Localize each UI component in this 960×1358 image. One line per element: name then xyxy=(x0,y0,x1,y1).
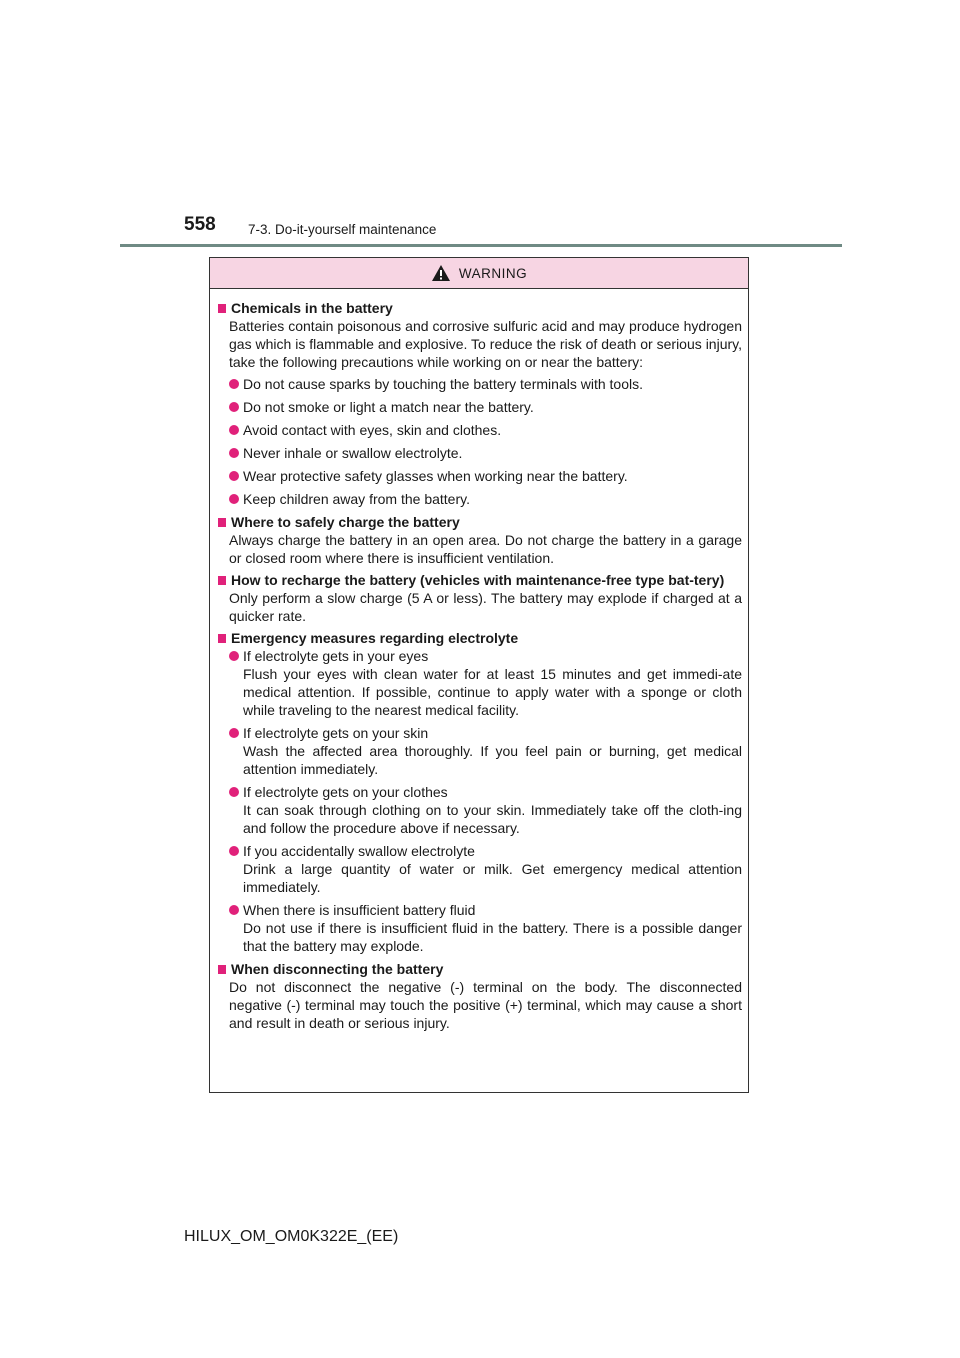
bullet-detail: It can soak through clothing on to your skin. Immediately take off the cloth-ing and follow the procedure above if necessary. xyxy=(243,802,742,836)
page-number: 558 xyxy=(184,214,216,235)
bullet-text: Never inhale or swallow electrolyte. xyxy=(243,445,463,461)
bullet-detail: Flush your eyes with clean water for at least 15 minutes and get immedi-ate medical attention. If possible, continue to apply water with a sponge or cloth while traveling to the nearest medical facility. xyxy=(243,666,742,718)
round-bullet-icon xyxy=(229,787,239,797)
warning-box xyxy=(209,257,749,1093)
round-bullet-icon xyxy=(229,471,239,481)
bullet-item xyxy=(216,842,742,896)
round-bullet-icon xyxy=(229,425,239,435)
square-bullet-icon xyxy=(218,518,226,527)
section-paragraph: Do not disconnect the negative (-) terminal on the body. The disconnected negative (-) terminal may touch the positive (+) terminal, which may cause a short and result in death or serious injury. xyxy=(229,979,742,1031)
bullet-item xyxy=(216,647,742,719)
bullet-content xyxy=(243,647,742,719)
warning-section xyxy=(216,960,742,1032)
bullet-detail: Drink a large quantity of water or milk. Get emergency medical attention immediately. xyxy=(243,861,742,895)
section-heading-text: When disconnecting the battery xyxy=(231,961,444,977)
bullet-text: Keep children away from the battery. xyxy=(243,491,470,507)
document-code: HILUX_OM_OM0K322E_(EE) xyxy=(184,1228,399,1245)
square-bullet-icon xyxy=(218,634,226,643)
warning-triangle-icon xyxy=(431,264,451,282)
bullet-item xyxy=(216,398,742,416)
section-paragraph: Only perform a slow charge (5 A or less). The battery may explode if charged at a quicker rate. xyxy=(229,590,742,624)
bullet-item xyxy=(216,467,742,485)
page-header xyxy=(184,214,844,246)
bullet-text: If you accidentally swallow electrolyte xyxy=(243,843,475,859)
bullet-item xyxy=(216,421,742,439)
bullet-content xyxy=(243,842,742,896)
round-bullet-icon xyxy=(229,651,239,661)
section-heading-text: Where to safely charge the battery xyxy=(231,514,460,530)
bullet-content xyxy=(243,375,742,393)
round-bullet-icon xyxy=(229,402,239,412)
bullet-content xyxy=(243,901,742,955)
section-heading xyxy=(216,571,742,589)
bullet-text: If electrolyte gets on your skin xyxy=(243,725,429,741)
section-heading-text: Chemicals in the battery xyxy=(231,300,393,316)
bullet-text: If electrolyte gets on your clothes xyxy=(243,784,448,800)
square-bullet-icon xyxy=(218,304,226,313)
bullet-text: Avoid contact with eyes, skin and clothes. xyxy=(243,422,502,438)
section-heading-text: Emergency measures regarding electrolyte xyxy=(231,630,519,646)
section-heading-text: How to recharge the battery (vehicles with maintenance-free type bat-tery) xyxy=(231,572,725,588)
bullet-item xyxy=(216,901,742,955)
round-bullet-icon xyxy=(229,379,239,389)
bullet-detail: Do not use if there is insufficient fluid in the battery. There is a possible danger that the battery may explode. xyxy=(243,920,742,954)
section-heading xyxy=(216,513,742,531)
bullet-text: Do not cause sparks by touching the battery terminals with tools. xyxy=(243,376,643,392)
square-bullet-icon xyxy=(218,576,226,585)
bullet-item xyxy=(216,490,742,508)
round-bullet-icon xyxy=(229,905,239,915)
bullet-content xyxy=(243,398,742,416)
header-rule xyxy=(120,244,842,247)
round-bullet-icon xyxy=(229,846,239,856)
bullet-detail: Wash the affected area thoroughly. If you feel pain or burning, get medical attention immediately. xyxy=(243,743,742,777)
warning-section xyxy=(216,299,742,508)
round-bullet-icon xyxy=(229,448,239,458)
bullet-content xyxy=(243,421,742,439)
square-bullet-icon xyxy=(218,965,226,974)
bullet-item xyxy=(216,783,742,837)
section-title: 7-3. Do-it-yourself maintenance xyxy=(248,222,437,237)
round-bullet-icon xyxy=(229,494,239,504)
warning-section xyxy=(216,513,742,567)
warning-body xyxy=(210,289,748,1032)
bullet-text: When there is insufficient battery fluid xyxy=(243,902,476,918)
bullet-text: Wear protective safety glasses when working near the battery. xyxy=(243,468,628,484)
bullet-content xyxy=(243,783,742,837)
warning-header xyxy=(210,258,748,289)
bullet-item xyxy=(216,724,742,778)
warning-label: WARNING xyxy=(458,265,528,281)
section-paragraph: Batteries contain poisonous and corrosive sulfuric acid and may produce hydrogen gas which is flammable and explosive. To reduce the risk of death or serious injury, take the following precautions while working on or near the battery: xyxy=(229,318,742,370)
bullet-content xyxy=(243,490,742,508)
section-heading xyxy=(216,960,742,978)
bullet-item xyxy=(216,444,742,462)
bullet-text: Do not smoke or light a match near the battery. xyxy=(243,399,534,415)
section-paragraph: Always charge the battery in an open area. Do not charge the battery in a garage or closed room where there is insufficient ventilation. xyxy=(229,532,742,566)
bullet-text: If electrolyte gets in your eyes xyxy=(243,648,429,664)
warning-section xyxy=(216,629,742,955)
bullet-content xyxy=(243,467,742,485)
bullet-content xyxy=(243,444,742,462)
section-heading xyxy=(216,299,742,317)
warning-section xyxy=(216,571,742,625)
bullet-content xyxy=(243,724,742,778)
bullet-item xyxy=(216,375,742,393)
section-heading xyxy=(216,629,742,647)
round-bullet-icon xyxy=(229,728,239,738)
